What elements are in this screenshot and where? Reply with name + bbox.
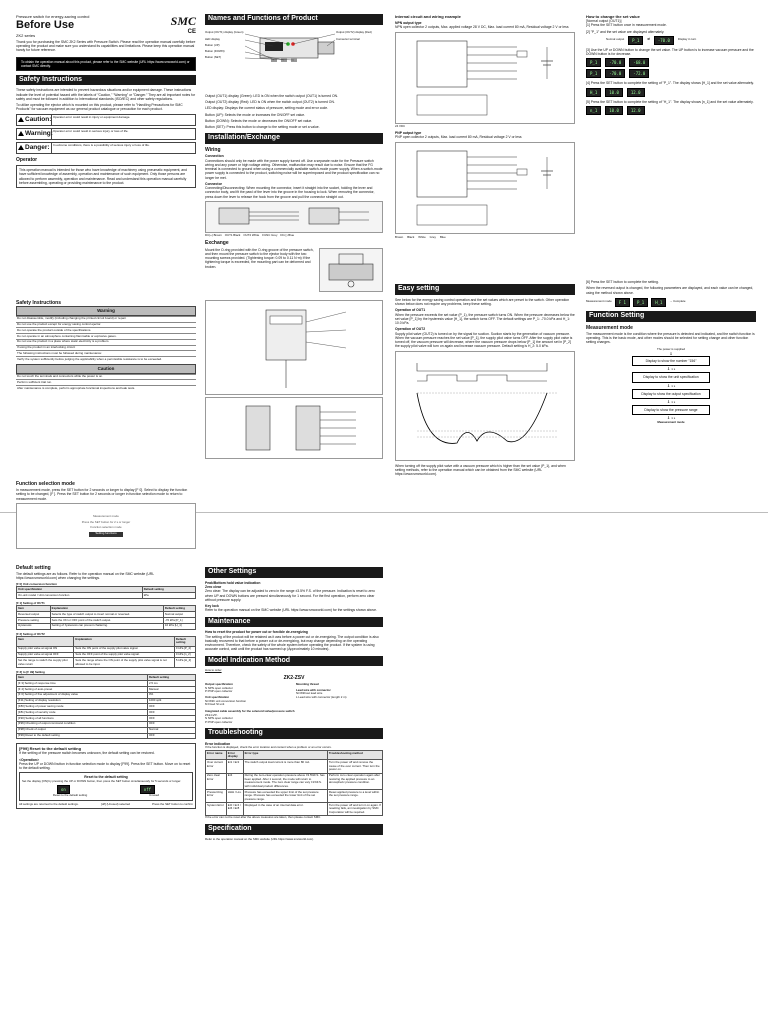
flow-step-4: Display to show the output specification bbox=[632, 389, 710, 399]
safety-intro-2: To utilize operating the ejector which is mounted on this product, please refer to "Handling Precautions for SMC Products" for vacuum equipment as our general product catalogue or precaution for each product. bbox=[16, 103, 183, 112]
reversed-flow: Measurement mode F 1 P_1 H_1 → Complete bbox=[586, 299, 686, 305]
pin-wiring-illustration bbox=[206, 398, 382, 458]
step-1: [1] Press the SET button once in measurement mode. bbox=[586, 23, 667, 28]
out-opt-1: N NPN open collector bbox=[205, 685, 233, 690]
f99-note: [off] (Unused) selected bbox=[101, 801, 131, 806]
wiring-heading: Wiring bbox=[205, 147, 221, 153]
table-row: [F80] Setting of power saving mode OFF bbox=[17, 704, 196, 710]
maint-sub: How to reset the product for power cut or forcible de-energizing bbox=[205, 630, 308, 635]
func-select-text: In measurement mode, press the SET button for 2 seconds or longer to display [F 0]. Select to display the function setting to be changed, [F ]. Press the SET button for 2 seconds or longer in function selection mode to return to measurement mode. bbox=[16, 488, 188, 501]
t0-title: [F 0] Unit conversion function bbox=[16, 581, 57, 586]
t2-title: [F 2] Setting of OUT2 bbox=[16, 631, 45, 636]
how-to-order: How to order bbox=[205, 668, 222, 673]
warning-row bbox=[16, 128, 196, 140]
warn-item-2: Do not use the product except for energy saving control ejector. bbox=[16, 322, 196, 328]
cable-title: Integrated cable assembly for the solenoid valve/pressure switch bbox=[205, 708, 295, 713]
functions-table: Item Default setting [F 3] Setting of response time 2.5 ms [F 4] Setting of auto-preset Manual [F 6] Setting of fine adjustment of display value 0% [F11] Setting of display resolution 1000 split [F80] Setting of power saving mode OFF [F81] Setting of security code OFF [F90] Setting of all functions OFF [F96] Checking of output command condition OFF [F98] Check of output Normal [F99] Reset to the default setting OFF bbox=[16, 674, 196, 739]
lcd-row-3: H_1 10.0 12.0 bbox=[586, 88, 756, 97]
mm-heading: Measurement mode bbox=[586, 324, 633, 331]
func-select-diagram bbox=[16, 503, 196, 549]
table-row: [F98] Check of output Normal bbox=[17, 727, 196, 733]
down-arrow-icon: ⇓ 1 s bbox=[666, 366, 676, 372]
intro-text: Thank you for purchasing the SMC ZK2 Series with Pressure Switch. Please read the operation manual carefully before operating the product and make sure you understand its capabilities and limitations. Please keep this operation manual handy for future reference. bbox=[16, 39, 196, 53]
trouble-heading: Troubleshooting bbox=[205, 728, 383, 739]
warn-item-8: Verify the system sufficiently before judging the applicability when a permissible resistance is to be exceeded. bbox=[16, 356, 196, 362]
model-heading: Model Indication Method bbox=[205, 656, 383, 667]
step-6: [6] Press the SET button to complete the setting. bbox=[586, 280, 659, 284]
step-3: [3] Use the UP or DOWN button to change the set value. The UP button is to increase vacuum pressure and the DOWN button is for decrease. bbox=[586, 47, 754, 56]
lcd-on: on bbox=[57, 785, 70, 794]
caution-row bbox=[16, 114, 196, 126]
label-down: Button (DOWN) bbox=[205, 48, 225, 53]
wire-5: Blue bbox=[439, 234, 446, 239]
wire-1: Brown bbox=[395, 234, 404, 239]
out1-heading: Operation of OUT1 bbox=[395, 308, 426, 313]
down-arrow-icon: ⇓ 1 s bbox=[666, 398, 676, 404]
down-arrow-icon: ⇓ 1 s bbox=[666, 415, 676, 421]
out2-heading: Operation of OUT2 bbox=[395, 327, 426, 332]
lead-opt-1: Nil Without lead wire bbox=[296, 691, 323, 696]
easy-column bbox=[395, 280, 575, 478]
error-table: Error name Error display Error type Troubleshooting method Over current Error Er1 / Er2 The switch output load current is more than 80 mA. Turn the power off and remove the cause of the over current. Then turn the power on. Zero clear Error Er4 During the zero-clear operation pressure above ±3.5%F.S. has been applied. After 1 second, the mode will return to measurement mode. The zero clear range can vary ±1%F.S. with individual product differences. Perform zero clear operation again after restoring the applied pressure to an atmospheric pressure condition. Pressurizing Error HHH / LLL Pressure has exceeded the upper limit of the set pressure range. Pressure has exceeded the lower limit of the set pressure range. Reset applied pressure to a level within the set pressure range. System Error Er0 / Er4 / Er6 / Er8 Displayed in the case of an internal data error. Turn the power off and turn it on again. If resetting fails, an investigation by SMC Corporation will be required. bbox=[207, 750, 381, 815]
step-4: [4] Press the SET button to complete the setting of "P_1". The display shows [H_1] and the set value alternately. bbox=[586, 81, 754, 86]
label-connector: Connector terminal bbox=[336, 36, 360, 41]
warn-item-6: If using the product in an interlocking circuit: bbox=[16, 345, 196, 351]
thread-label: Mounting thread bbox=[296, 682, 319, 687]
exchange-heading: Exchange bbox=[205, 240, 229, 247]
normal-output-label: Normal output bbox=[606, 37, 625, 42]
table-row: [F 6] Setting of fine adjustment of display value 0% bbox=[17, 692, 196, 698]
pin-5: DC(-) Blue bbox=[280, 232, 295, 237]
table-row: Set the range to switch the supply pilot valve return Sets the range where the ON point of the supply pilot valve signal is not allowed to be input. 5 kPa [H_2] bbox=[17, 658, 196, 667]
spec-heading: Specification bbox=[205, 824, 383, 835]
pinout-column bbox=[205, 300, 383, 841]
unit-opt-1: Nil With unit conversion function bbox=[205, 698, 247, 703]
series-label: ZK2 series bbox=[16, 32, 36, 38]
table-row: [F11] Setting of display resolution 1000 split bbox=[17, 698, 196, 704]
model-code: ZK2-ZSV bbox=[283, 674, 305, 681]
change-heading: How to change the set value bbox=[586, 14, 640, 19]
safety2-heading: Safety Instructions bbox=[16, 300, 62, 306]
caut-item-2: Perform sufficient trial run. bbox=[16, 379, 196, 385]
connection-heading: Connection bbox=[205, 154, 224, 159]
trouble-footer: If the error can not be reset after the above measures are taken, then please contact SMC. bbox=[205, 815, 322, 820]
caution-triangle-icon bbox=[18, 117, 24, 122]
pnp-circuit-diagram bbox=[395, 142, 575, 234]
table-row: Supply pilot valve at signal OFF Sets the OFF point of the supply pilot valve signal. 0 kPa [n_2] bbox=[17, 652, 196, 658]
names-column bbox=[205, 14, 383, 292]
out-spec-label: Output specification bbox=[205, 682, 233, 687]
kicker: Pressure switch for energy-saving control bbox=[16, 14, 90, 19]
names-text-1: Output (OUT1) display (Green): LED is ON when the switch output (OUT1) is turned ON. bbox=[205, 93, 339, 98]
display-in-turn-label: Display in turn bbox=[677, 37, 697, 42]
unit-opt-2: M Fixed SI unit bbox=[205, 702, 225, 707]
pin-4: FUNC Grey bbox=[262, 232, 278, 237]
f99-note-2: Press the SET button to confirm bbox=[152, 801, 193, 806]
pin-3: OUT2 White bbox=[243, 232, 260, 237]
zero-heading: Zero clear bbox=[205, 585, 222, 589]
circuit-column bbox=[395, 14, 575, 239]
model-options bbox=[205, 683, 383, 707]
flow-step-2: Display to show the number "156" bbox=[632, 356, 710, 366]
peak-label: Peak/Bottom hold value indication bbox=[205, 580, 261, 585]
fs-label-3: Function selection mode bbox=[90, 525, 122, 530]
down-arrow-icon: ⇓ 1 s bbox=[666, 382, 676, 388]
connector-text: Connecting/Disconnecting: When mounting the connector, insert it straight into the socket, holding the lever and connector body, and fit the pawl of the lever into the groove in the housing to lock. When removing the connector, press down the lever to release the hook from the groove and pull the connector straight out. bbox=[205, 186, 375, 199]
flow-step-1: The power is supplied bbox=[656, 346, 686, 351]
danger-row bbox=[16, 142, 196, 154]
lcd-value: -70.0 bbox=[654, 36, 674, 45]
page-title: Before Use bbox=[16, 19, 75, 31]
warn-item-7: The following instructions must be followed during maintenance: bbox=[16, 350, 196, 356]
table-row: [F96] Checking of output command condition OFF bbox=[17, 721, 196, 727]
flow-step-3: Display to show the unit specification bbox=[632, 372, 710, 382]
operator-text: This operation manual is intended for those who have knowledge of machinery using pneumatic equipment, and have sufficient knowledge of assembly, operation and maintenance of such equipment. Only those persons are allowed to perform assembly, operation and maintenance. Read and understand this operation manual carefully before assembling, operating or providing maintenance to the product. bbox=[16, 165, 196, 188]
f99-option-labels bbox=[22, 794, 190, 798]
table-row: Zero clear Error Er4 During the zero-clear operation pressure above ±3.5%F.S. has been applied. After 1 second, the mode will return to measurement mode. The zero clear range can vary ±1%F.S. with individual product differences. Perform zero clear operation again after restoring the applied pressure to an atmospheric pressure condition. bbox=[206, 773, 383, 790]
lcd-row-1: P_1 -70.0 -68.0 bbox=[586, 58, 756, 67]
flow-step-5: Display to show the pressure range bbox=[632, 405, 710, 415]
f99-box-heading: Reset to the default setting bbox=[84, 775, 128, 780]
npn-circuit-illustration bbox=[397, 33, 573, 123]
change-sub: [Normal output (OUT1)] bbox=[586, 19, 622, 23]
danger-label: Danger: bbox=[25, 143, 50, 151]
npn-heading: NPN output type bbox=[395, 21, 422, 25]
install-heading: Installation/Exchange bbox=[205, 133, 383, 144]
change-note: When the reversed output is changed, the following parameters are displayed, and each value can be changed, using the method shown above. bbox=[586, 286, 754, 295]
names-heading: Names and Functions of Product bbox=[205, 14, 383, 25]
warn-item-3: Do not operate the product outside of the specifications. bbox=[16, 327, 196, 333]
wire-3: White bbox=[418, 234, 426, 239]
cover-column bbox=[16, 14, 196, 190]
table-row: Supply pilot valve at signal ON Sets the ON point of the supply pilot valve signal. 0 kPa [P_2] bbox=[17, 646, 196, 652]
connector-illustration bbox=[209, 202, 379, 232]
caution-label: Caution: bbox=[25, 115, 52, 123]
safety-intro: These safety instructions are intended to prevent hazardous situations and/or equipment damage. These instructions indicate the level of potential hazard with the labels of "Caution," "Warning" or "Danger." They are all important notes for safety and must be followed in addition to International standards (ISO/IEC) and other safety regulations. bbox=[16, 88, 196, 101]
names-text-4: Button (UP): Selects the mode or increases the ON/OFF set value. bbox=[205, 112, 306, 117]
spec-text: Refer to the operation manual on the SMC website (URL https://www.smcworld.com). bbox=[205, 836, 314, 841]
f99-heading: [F99] Reset to the default setting bbox=[19, 746, 82, 752]
f99-inner bbox=[19, 772, 193, 801]
table-row: System Error Er0 / Er4 / Er6 / Er8 Displayed in the case of an internal data error. Turn the power off and turn it on again. If resetting fails, an investigation by SMC Corporation will be required. bbox=[207, 802, 381, 815]
pin-2: OUT1 Black bbox=[224, 232, 241, 237]
ce-mark: CE bbox=[187, 29, 196, 35]
unit-spec-label: Unit specification bbox=[205, 695, 230, 699]
table-row: [F99] Reset to the default setting OFF bbox=[17, 733, 196, 739]
exchange-block bbox=[205, 248, 383, 292]
table-row: Over current Error Er1 / Er2 The switch output load current is more than 80 mA. Turn the power off and remove the cause of the over current. Then turn the power on. bbox=[206, 760, 383, 773]
notice-box: To obtain the operation manual about this product, please refer to the SMC website (URL https://www.smcworld.com) or contact SMC directly. bbox=[16, 57, 196, 71]
display-demo: Normal output P_1 ⇄ -70.0 Display in turn bbox=[606, 37, 697, 43]
unused-label: Unused bbox=[149, 793, 160, 798]
pinout-list bbox=[205, 234, 383, 238]
safety2-column bbox=[16, 300, 196, 811]
npn-circuit-diagram bbox=[395, 32, 575, 124]
f99-returned: All settings are returned to the default settings. bbox=[19, 801, 79, 806]
t3-title: [F 3] to [F 99] Setting bbox=[16, 669, 45, 674]
easy-note: When turning off the supply pilot valve with a vacuum pressure which is higher than the set value (P_1), and when setting methods, refer to the operation manual which can be obtained from the SMC website (URL https://www.smcworld.com). bbox=[395, 463, 566, 476]
label-led: LED display bbox=[205, 36, 220, 41]
caut-item-3: After maintenance is complete, perform appropriate functional inspections and leak tests. bbox=[16, 385, 196, 391]
other-heading: Other Settings bbox=[205, 567, 383, 578]
exchange-text: Mount the O-ring provided with the O-ring groove of the pressure switch, and then mount the pressure switch to the ejector body with the two mounting screws provided. (Tightening torque: 0.09 to 0.11 N·m) If the tightening torque is exceeded, the mounting part can be deformed and broken. bbox=[205, 247, 314, 269]
flow-step-6: Measurement mode bbox=[657, 420, 685, 425]
label-out2: Output (OUT2) display (Red) bbox=[336, 29, 372, 34]
table-row: Pressurizing Error HHH / LLL Pressure has exceeded the upper limit of the set pressure range. Pressure has exceeded the lower limit of the set pressure range. Reset applied pressure to a level within the set pressure range. bbox=[206, 790, 383, 803]
wire-2: Black bbox=[407, 234, 415, 239]
table-row: Hysteresis Setting of hysteresis can prevent chattering. 10 kPa [H_1] bbox=[17, 623, 196, 629]
wire-4: Grey bbox=[429, 234, 436, 239]
easy-heading: Easy setting bbox=[395, 284, 575, 295]
lead-label: Lead wire with connector bbox=[296, 687, 331, 692]
trouble-sub: Error indication bbox=[205, 742, 231, 747]
circuit-heading: Internal circuit and wiring example bbox=[395, 14, 461, 19]
connector-pin-diagram bbox=[205, 300, 383, 395]
connector-diagram bbox=[205, 201, 383, 233]
t1-title: [F 1] Setting of OUT1 bbox=[16, 600, 45, 605]
danger-text: In extreme conditions, there is a possibility of serious injury or loss of life. bbox=[52, 142, 196, 154]
pin-1: DC(+) Brown bbox=[205, 232, 222, 237]
warn-item-4: Do not operate in an atmosphere containing flammable or explosive gases. bbox=[16, 333, 196, 339]
safety-heading: Safety Instructions bbox=[16, 75, 196, 86]
step-5: [5] Press the SET button to complete the setting of "H_1". The display shows [n_1] and the set value alternately. bbox=[586, 99, 754, 104]
table-row: On-unit model / Unit conversion function kPa bbox=[17, 592, 196, 598]
out1-table: Item Explanation Default setting Reversed output Selects the type of switch output to invert normal or reversed. Normal output Pressure setting Sets the ON or OFF point of the switch output. -70 kPa [P_1] Hysteresis Setting of hysteresis can prevent chattering. 10 kPa [H_1] bbox=[16, 605, 196, 629]
table-row: Reversed output Selects the type of switch output to invert normal or reversed. Normal output bbox=[17, 612, 196, 618]
defaults-heading: Default setting bbox=[16, 564, 51, 571]
zero-text: Zero clear: The display can be adjusted to zero in the range ±3.5% F.S. of the pressure. Indication is reset to zero when UP and DOWN buttons are pressed simultaneously for 1 second. For the first operation, perform zero clear without pressure supply. bbox=[205, 589, 375, 602]
ejector-illustration bbox=[321, 250, 381, 290]
function-heading: Function Setting bbox=[586, 311, 756, 322]
function-column bbox=[586, 280, 756, 425]
label-set: Button (SET) bbox=[205, 54, 222, 59]
label-out1: Output (OUT1) display (Green) bbox=[205, 29, 244, 34]
table-row: [F 3] Setting of response time 2.5 ms bbox=[17, 681, 196, 687]
fs-label-1: Measurement mode bbox=[93, 514, 119, 518]
f99-box bbox=[16, 743, 196, 809]
pnp-heading: PNP output type bbox=[395, 131, 422, 136]
lcd-p1: P_1 bbox=[628, 36, 643, 45]
out-opt-2: P PNP open collector bbox=[205, 689, 233, 694]
f99-op-text: Press the UP or DOWN button in function selection mode to display [F99]. Press the SET button. Move on to reset to the default setting. bbox=[19, 761, 191, 771]
easy-text: See below for the energy saving control operation and the set values which are preset to the switch. Other operation shown below does not require any problems, keep these setting. bbox=[395, 297, 570, 306]
out2-table: Item Explanation Default setting Supply pilot valve at signal ON Sets the ON point of the supply pilot valve signal. 0 kPa [P_2] Supply pilot valve at signal OFF Sets the OFF point of the supply pilot valve signal. 0 kPa [n_2] Set the range to switch the supply pilot valve return Sets the range where the ON point of the supply pilot valve signal is not allowed to be input. 5 kPa [H_2] bbox=[16, 636, 196, 668]
npn-dc-label: 24 VDC bbox=[395, 123, 406, 128]
cable-opt-1: N NPN open collector bbox=[205, 716, 233, 721]
label-up: Button (UP) bbox=[205, 42, 220, 47]
danger-triangle-icon bbox=[18, 145, 24, 150]
table-row: [F81] Setting of security code OFF bbox=[17, 710, 196, 716]
warning-bar: Warning bbox=[16, 306, 196, 316]
f99-text: If the setting of the pressure switch becomes unknown, the default setting can be restored. bbox=[19, 751, 155, 756]
f99-options bbox=[22, 785, 190, 794]
out1-text: When the pressure exceeds the set value (P_1), the pressure switch turns ON. When the pressure decreases below the set value [P_1] by the hysteresis value [H_1], the switch turns OFF. The default settings are P_1: -70.0 kPa and H_1: 10.0 kPa. bbox=[395, 312, 575, 325]
maint-text: The setting of the product will be retained as it was before a power cut or de-energizing. The output condition is also basically recovered to that before a power cut or de-energizing, but may change depending on the operating environment. Therefore, check the safety of the whole system before operating the product. If the system is using accurate control, wait until the product has warmed up (Approximately 10 minutes). bbox=[205, 634, 379, 652]
pnp-spec: PNP open collector 2 outputs, Max. load current 80 mA, Residual voltage 2 V or less bbox=[395, 135, 522, 140]
wire-colors bbox=[395, 236, 575, 240]
cable-opt-2: P PNP open collector bbox=[205, 719, 233, 724]
f99-box-text: Set the display [ON] by pressing the UP or DOWN button, then press the SET button simultaneously for 5 seconds or longer. bbox=[22, 778, 182, 783]
connector-heading: Connector bbox=[205, 181, 222, 186]
table-row: Pressure setting Sets the ON or OFF point of the switch output. -70 kPa [P_1] bbox=[17, 618, 196, 624]
names-text-3: LED display: Displays the current status of pressure, setting mode and error code. bbox=[205, 106, 329, 111]
names-text-2: Output (OUT2) display (Red): LED is ON when the switch output (OUT2) is turned ON. bbox=[205, 100, 335, 104]
operator-heading: Operator bbox=[16, 156, 38, 163]
pin-table-diagram bbox=[205, 397, 383, 459]
warning-label: Warning: bbox=[25, 129, 53, 137]
table-row: [F 4] Setting of auto-preset Manual bbox=[17, 687, 196, 693]
pnp-circuit-illustration bbox=[397, 143, 573, 233]
warn-item-5: Do not use the product in a place where static electricity is a problem. bbox=[16, 339, 196, 345]
step-2: [2] "P_1" and the set value are displayed alternately. bbox=[586, 29, 665, 34]
timing-chart-illustration bbox=[397, 353, 573, 459]
connector-pin-illustration bbox=[206, 302, 382, 394]
fs-label-4: Setting functions bbox=[89, 532, 122, 537]
npn-spec: NPN open collector 2 outputs, Max. applied voltage 28 V DC, Max. load current 80 mA, Residual voltage 2 V or less bbox=[395, 25, 569, 30]
names-text-6: Button (SET): Press this button to change to the setting mode or set a value. bbox=[205, 125, 320, 129]
fs-label-2: Press the SET button for 2 s or longer bbox=[81, 519, 131, 524]
maint-heading: Maintenance bbox=[205, 617, 383, 628]
lcd-off: off bbox=[140, 785, 155, 794]
keylock-label: Key lock bbox=[205, 604, 219, 608]
brand-logo: SMC bbox=[170, 14, 196, 28]
exchange-diagram bbox=[319, 248, 383, 292]
startup-flow bbox=[586, 348, 756, 425]
cable-code: ZK2-LVP- bbox=[205, 712, 218, 717]
caut-item-1: Do not touch the terminals and connectors while the power is on. bbox=[16, 374, 196, 380]
caution-text: Operator error could result in injury or equipment damage. bbox=[52, 114, 196, 126]
warn-item-1: Do not disassemble, modify (including changing the printed circuit board) or repair. bbox=[16, 316, 196, 322]
product-diagram bbox=[205, 28, 383, 94]
f99-operation: <Operation> bbox=[19, 757, 39, 762]
timing-chart bbox=[395, 351, 575, 461]
f99-footer bbox=[19, 803, 193, 807]
unit-table: Unit specification Default setting On-unit model / Unit conversion function kPa bbox=[16, 586, 196, 599]
table-row: [F90] Setting of all functions OFF bbox=[17, 716, 196, 722]
func-select-heading: Function selection mode bbox=[16, 480, 75, 487]
caution-bar: Caution bbox=[16, 364, 196, 374]
defaults-text: The default settings are as follows. Refer to the operation manual on the SMC website (URL https://www.smcworld.com) when changing the settings. bbox=[16, 572, 155, 581]
setvalue-column bbox=[586, 14, 756, 118]
out2-text: Supply pilot valve (OUT2) is turned on by the signal for suction. Suction starts by the generation of vacuum pressure. When the vacuum pressure reaches the set value [P_1], the supply pilot valve turns OFF. After the supply pilot valve is turned off, the vacuum pressure will decrease, where the vacuum pressure drops below [P_1] the amount set in [P_2] the supply pilot valve will turn on again and increase vacuum pressure. Default setting is H_2: 5.0 kPa. bbox=[395, 331, 573, 349]
connection-text: Connections should only be made with the power supply turned off. Use a separate route for the Pressure switch wiring and any power or high voltage wiring. Otherwise, malfunction may result due to noise. Ensure that the FG terminal is connected to ground when using a commercially available switch-mode power supply. When a switch-mode power supply is connected to the product, switching noise will be superimposed and the product specification can no longer be met. bbox=[205, 158, 383, 180]
names-text-5: Button (DOWN): Selects the mode or decreases the ON/OFF set value. bbox=[205, 118, 313, 123]
warning-text: Operator error could result in serious injury or loss of life. bbox=[52, 128, 196, 140]
down-arrow-icon: ⇓ bbox=[669, 351, 673, 357]
other-ref: Refer to the operation manual on the SMC website (URL https://www.smcworld.com) for the settings shown above. bbox=[205, 608, 377, 613]
reset-label: Reset to the default setting bbox=[52, 793, 88, 798]
warning-triangle-icon bbox=[18, 131, 24, 136]
lcd-row-2: P_1 -70.0 -72.0 bbox=[586, 69, 756, 78]
lcd-row-4: n_1 10.0 12.0 bbox=[586, 106, 756, 115]
mm-text: The measurement mode is the condition where the pressure is detected and indicated, and the switch function is operating. This is the basic mode, and other modes should be selected for setting change and other function setting changes. bbox=[586, 331, 755, 345]
trouble-intro: If the function is displayed, check the error location and content when a problem or an error occurs. bbox=[205, 745, 332, 750]
lead-opt-2: L Lead wire with connector (length 2 m) bbox=[296, 695, 347, 699]
